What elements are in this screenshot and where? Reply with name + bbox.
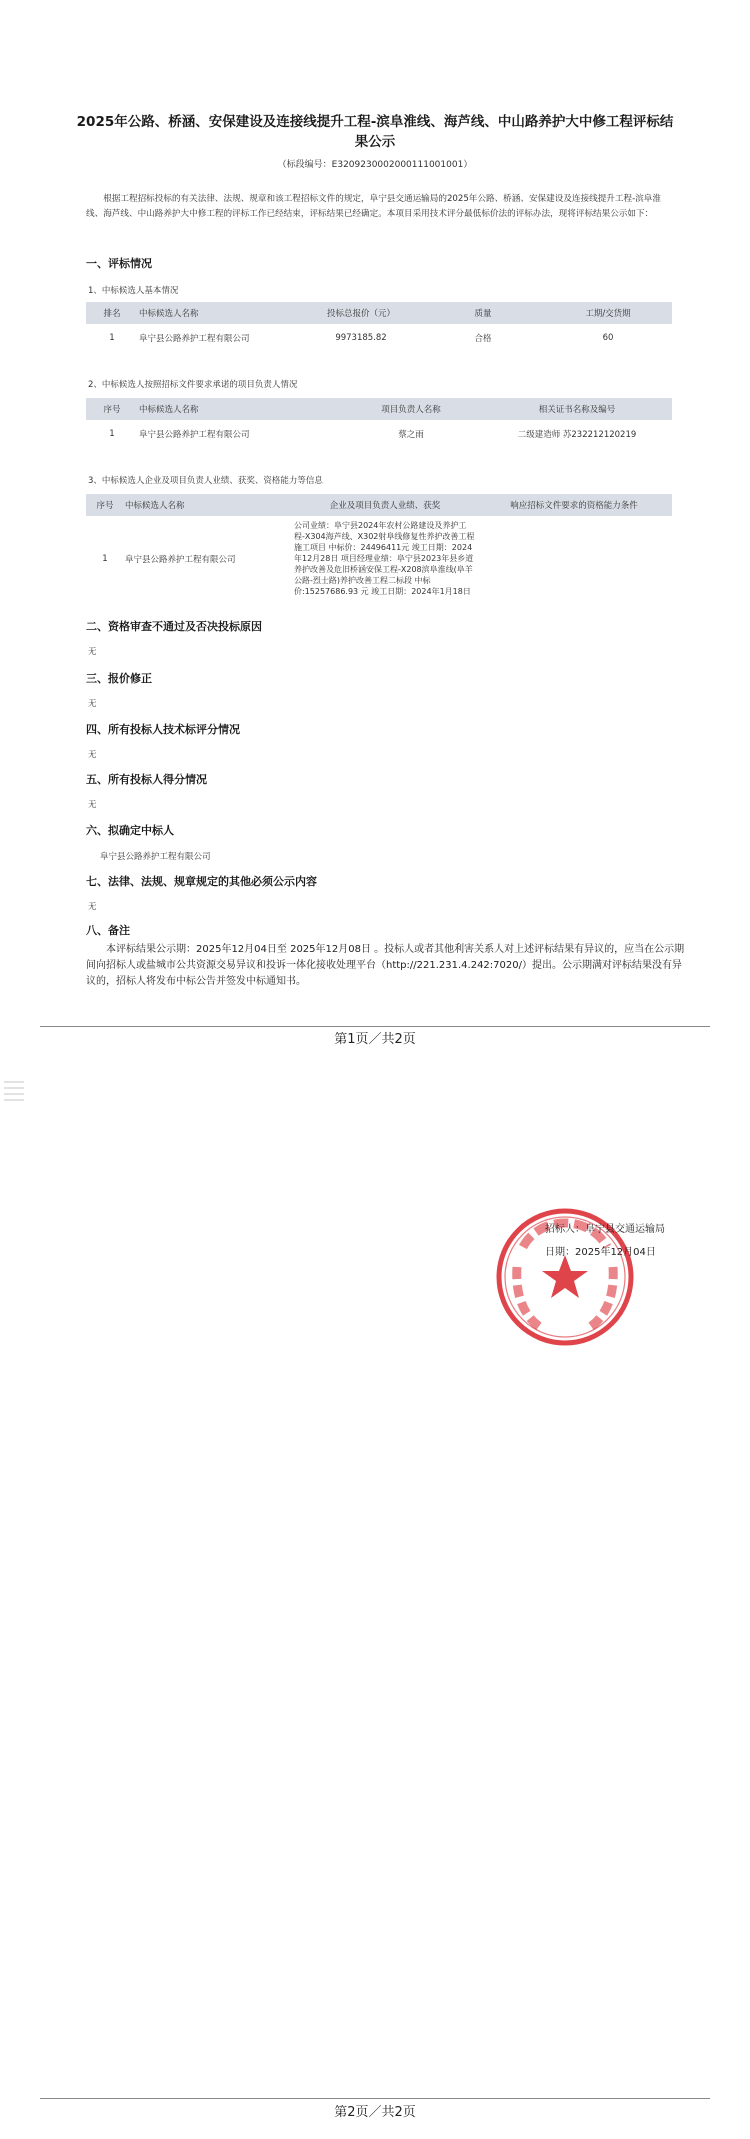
doc-number: （标段编号：E3209230002000111001001） [277,160,473,170]
section-7-body: 无 [88,902,97,912]
section-8-heading: 八、备注 [86,924,130,937]
col-header: 项目负责人名称 [340,398,482,420]
table-header-row [86,302,672,324]
page-1-number: 第1页／共2页 [334,1032,416,1047]
section-4-heading: 四、所有投标人技术标评分情况 [86,723,240,736]
page-2 [0,1040,750,2139]
table-cell: 合格 [474,334,492,344]
table-cell: 1 [102,553,108,564]
table-cell: 阜宁县公路养护工程有限公司 [139,334,250,344]
section-3-body: 无 [88,699,97,709]
table-cell: 二级建造师 苏232212120219 [517,430,637,440]
table-row [86,516,672,601]
col-header: 序号 [86,398,138,420]
table-cell: 公司业绩：阜宁县2024年农村公路建设及养护工程-X304海芦线、X302射阜线修复性养护改善工程施工项目 中标价：24496411元 竣工日期：2024年12月28日 项目经理业绩：阜宁县2023年县乡道养护改善及危旧桥涵安保工程-X208滨阜淮线(阜羊公路-烈士路)养护改善工程二标段 中标价:15257686.93 元 竣工日期：2024年1月18日 [294,521,475,596]
candidate-basic-table [86,302,672,352]
table-row [86,324,672,352]
section-2-body: 无 [88,647,97,657]
section-5-heading: 五、所有投标人得分情况 [86,773,207,786]
tenderer-label: 招标人：阜宁县交通运输局 [545,1224,665,1235]
section-5-body: 无 [88,800,97,810]
sign-date: 日期：2025年12月04日 [545,1247,656,1258]
subsection-2-heading: 2、中标候选人按照招标文件要求承诺的项目负责人情况 [88,380,298,390]
subsection-3-heading: 3、中标候选人企业及项目负责人业绩、获奖、资格能力等信息 [88,476,323,486]
table-header-row [86,398,672,420]
performance-table [86,494,672,601]
table-cell: 蔡之雨 [398,430,424,440]
section-4-body: 无 [88,750,97,760]
remarks-paragraph: 本评标结果公示期：2025年12月04日至 2025年12月08日 。投标人或者其他利害关系人对上述评标结果有异议的，应当在公示期间向招标人或盐城市公共资源交易异议和投诉一体化接收处理平台（http://221.231.4.242:7020/）提出。公示期满对评标结果没有异议的，招标人将发布中标公告并签发中标通知书。 [86,944,685,987]
col-header: 排名 [86,302,138,324]
table-cell: 1 [109,333,115,343]
table-cell: 60 [602,333,614,343]
intro-paragraph: 根据工程招标投标的有关法律、法规、规章和该工程招标文件的规定，阜宁县交通运输局的2025年公路、桥涵、安保建设及连接线提升工程-滨阜淮线、海芦线、中山路养护大中修工程的评标工作已经结束，评标结果已经确定。本项目采用技术评分最低标价法的评标办法，现将评标结果公示如下： [86,194,661,219]
col-header: 中标候选人名称 [138,398,340,420]
section-6-body: 阜宁县公路养护工程有限公司 [100,852,211,862]
col-header: 相关证书名称及编号 [482,398,672,420]
section-3-heading: 三、报价修正 [86,672,152,685]
table-header-row [86,494,672,516]
page-divider [40,1026,710,1027]
page-1 [0,0,750,1047]
col-header: 序号 [86,494,124,516]
page-divider [40,2098,710,2099]
col-header: 响应招标文件要求的资格能力条件 [476,494,672,516]
col-header: 投标总报价（元） [300,302,422,324]
table-cell: 9973185.82 [335,333,387,343]
col-header: 中标候选人名称 [138,302,300,324]
project-manager-table [86,398,672,448]
col-header: 工期/交货期 [544,302,672,324]
subsection-1-heading: 1、中标候选人基本情况 [88,286,179,296]
col-header: 质量 [422,302,544,324]
col-header: 企业及项目负责人业绩、获奖 [294,494,476,516]
table-cell: 阜宁县公路养护工程有限公司 [125,554,236,565]
scan-mark-icon [0,1076,28,1104]
page-2-number: 第2页／共2页 [334,2105,416,2120]
section-1-heading: 一、评标情况 [86,257,152,270]
table-cell: 阜宁县公路养护工程有限公司 [139,430,250,440]
section-2-heading: 二、资格审查不通过及否决投标原因 [86,620,262,633]
col-header: 中标候选人名称 [124,494,294,516]
table-cell [476,516,672,601]
section-6-heading: 六、拟确定中标人 [86,824,174,837]
table-cell: 1 [109,429,115,439]
section-7-heading: 七、法律、法规、规章规定的其他必须公示内容 [86,875,317,888]
table-row [86,420,672,448]
doc-title: 2025年公路、桥涵、安保建设及连接线提升工程-滨阜淮线、海芦线、中山路养护大中修工程评标结果公示 [76,114,674,150]
